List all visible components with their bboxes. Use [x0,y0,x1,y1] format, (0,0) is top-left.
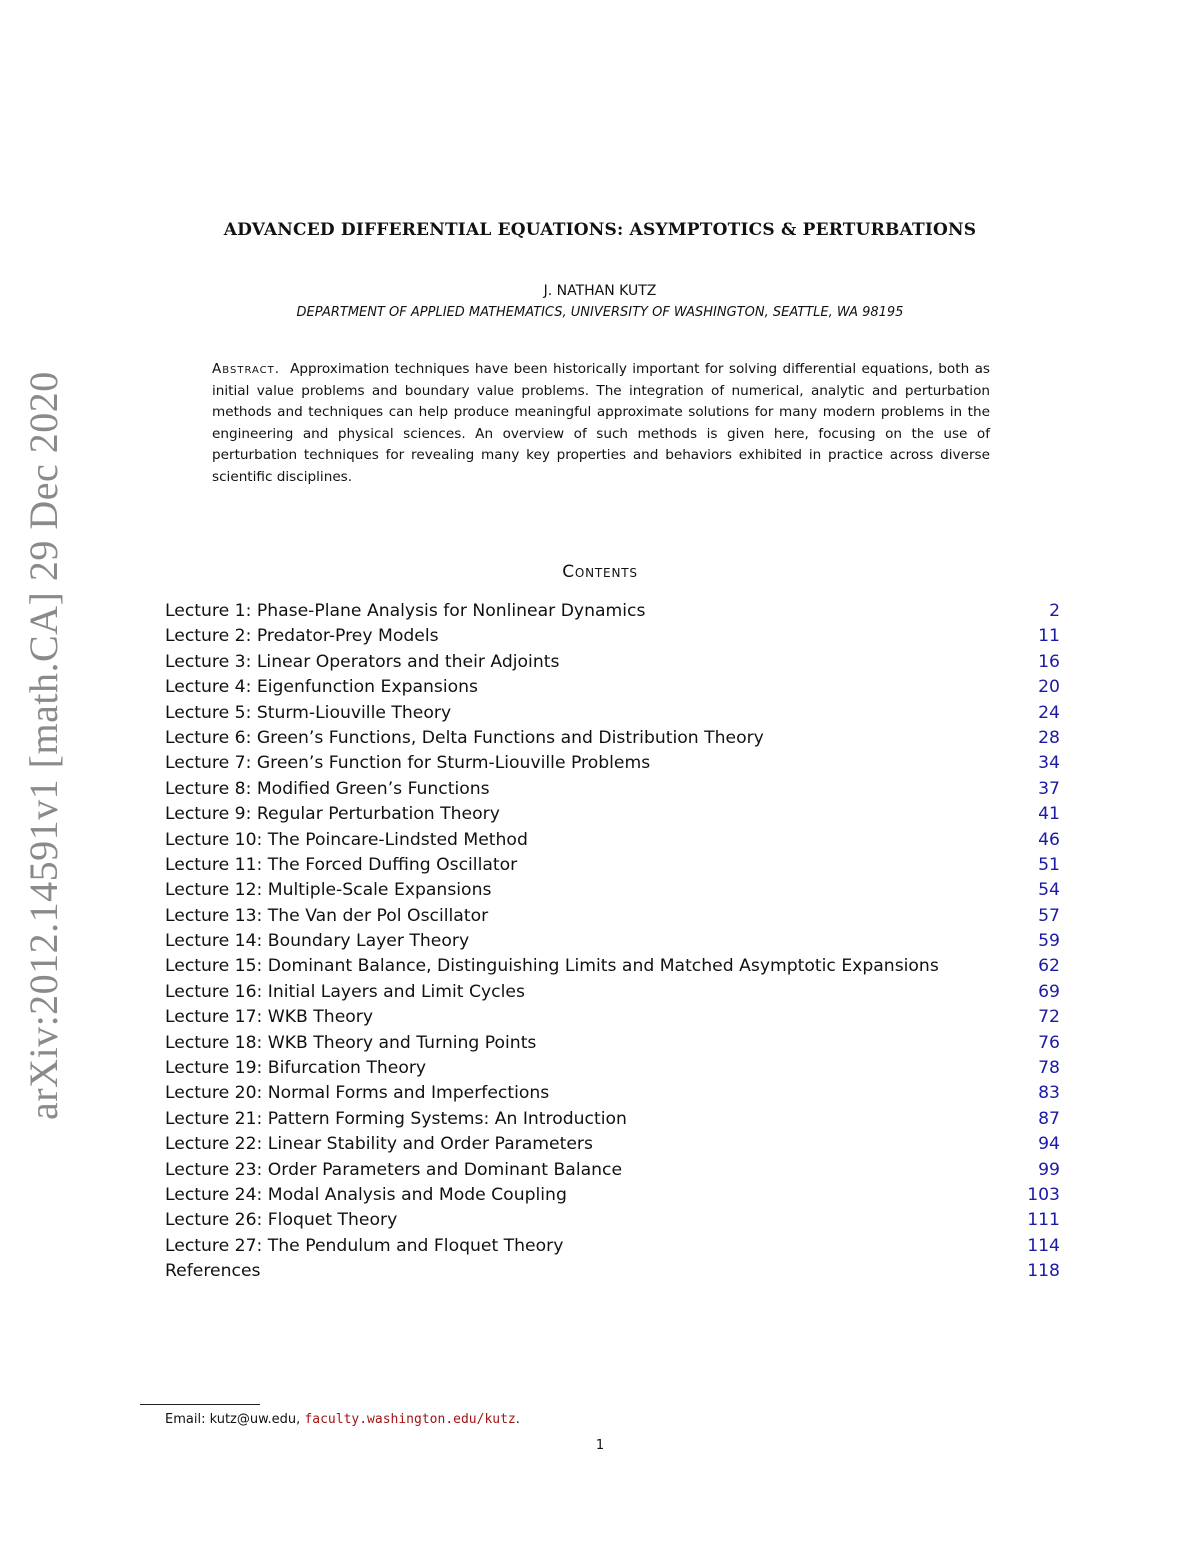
footnote-url-link[interactable]: faculty.washington.edu/kutz [304,1412,516,1427]
arxiv-side-stamp: arXiv:2012.14591v1 [math.CA] 29 Dec 2020 [21,371,66,1120]
toc-entry-page-link[interactable]: 59 [1038,931,1060,952]
toc-entry-title: Lecture 20: Normal Forms and Imperfections [165,1083,550,1104]
toc-entry[interactable] [165,878,1060,903]
toc-entry-page-link[interactable]: 54 [1038,880,1060,901]
toc-entry-page-link[interactable]: 103 [1027,1184,1060,1205]
toc-entry-page-link[interactable]: 37 [1038,778,1060,799]
toc-entry-title: Lecture 4: Eigenfunction Expansions [165,677,478,698]
table-of-contents [165,599,1060,1285]
toc-entry-page-link[interactable]: 24 [1038,702,1060,723]
toc-entry[interactable] [165,599,1060,624]
toc-entry-page-link[interactable]: 46 [1038,829,1060,850]
toc-entry-title: Lecture 6: Green’s Functions, Delta Functions and Distribution Theory [165,727,764,748]
toc-entry-page-link[interactable]: 28 [1038,727,1060,748]
toc-entry-page-link[interactable]: 20 [1038,677,1060,698]
toc-entry[interactable] [165,1056,1060,1081]
toc-entry-page-link[interactable]: 94 [1038,1134,1060,1155]
toc-entry-title: Lecture 23: Order Parameters and Dominant Balance [165,1159,623,1180]
toc-entry-page-link[interactable]: 57 [1038,905,1060,926]
toc-entry-page-link[interactable]: 114 [1027,1235,1060,1256]
toc-entry-page-link[interactable]: 78 [1038,1058,1060,1079]
toc-entry-title: Lecture 15: Dominant Balance, Distinguishing Limits and Matched Asymptotic Expansions [165,956,939,977]
toc-entry[interactable] [165,701,1060,726]
footnote-suffix: . [515,1412,520,1427]
toc-entry-title: Lecture 19: Bifurcation Theory [165,1058,427,1079]
toc-entry[interactable] [165,1107,1060,1132]
toc-entry-page-link[interactable]: 99 [1038,1159,1060,1180]
toc-entry-title: Lecture 22: Linear Stability and Order Parameters [165,1134,593,1155]
toc-entry-title: References [165,1261,261,1282]
toc-entry-page-link[interactable]: 87 [1038,1108,1060,1129]
abstract [212,359,990,489]
footnote-email: Email: kutz@uw.edu, [165,1412,305,1427]
toc-entry-title: Lecture 12: Multiple-Scale Expansions [165,880,492,901]
toc-entry[interactable] [165,726,1060,751]
toc-entry[interactable] [165,828,1060,853]
toc-entry-title: Lecture 27: The Pendulum and Floquet Theory [165,1235,564,1256]
toc-entry[interactable] [165,853,1060,878]
toc-entry-page-link[interactable]: 83 [1038,1083,1060,1104]
toc-entry-title: Lecture 16: Initial Layers and Limit Cycles [165,981,525,1002]
toc-entry[interactable] [165,624,1060,649]
toc-entry-title: Lecture 21: Pattern Forming Systems: An Introduction [165,1108,627,1129]
toc-entry-title: Lecture 2: Predator-Prey Models [165,626,439,647]
toc-entry-title: Lecture 13: The Van der Pol Oscillator [165,905,489,926]
toc-entry-title: Lecture 14: Boundary Layer Theory [165,931,470,952]
toc-entry[interactable] [165,1208,1060,1233]
toc-entry-title: Lecture 5: Sturm-Liouville Theory [165,702,452,723]
toc-entry-title: Lecture 3: Linear Operators and their Adjoints [165,651,560,672]
toc-entry[interactable] [165,954,1060,979]
toc-entry[interactable] [165,650,1060,675]
toc-entry[interactable] [165,1234,1060,1259]
toc-entry[interactable] [165,929,1060,954]
toc-entry-title: Lecture 18: WKB Theory and Turning Points [165,1032,537,1053]
toc-entry[interactable] [165,980,1060,1005]
toc-entry-title: Lecture 24: Modal Analysis and Mode Coupling [165,1184,567,1205]
footnote [165,1412,520,1427]
toc-entry[interactable] [165,1031,1060,1056]
toc-entry[interactable] [165,1158,1060,1183]
toc-entry[interactable] [165,1259,1060,1284]
toc-entry-title: Lecture 9: Regular Perturbation Theory [165,804,500,825]
toc-entry-title: Lecture 26: Floquet Theory [165,1210,398,1231]
toc-entry-page-link[interactable]: 69 [1038,981,1060,1002]
abstract-text: Approximation techniques have been historically important for solving differential equations, both as initial value problems and boundary value problems. The integration of numerical, analytic and perturbation methods and techniques can help produce meaningful approximate solutions for many modern problems in the engineering and physical sciences. An overview of such methods is given here, focusing on the use of perturbation techniques for revealing many key properties and behaviors exhibited in practice across diverse scientific disciplines. [212,361,990,485]
toc-entry-page-link[interactable]: 51 [1038,854,1060,875]
contents-heading: Contents [562,562,638,582]
toc-entry[interactable] [165,751,1060,776]
toc-entry-page-link[interactable]: 34 [1038,753,1060,774]
author-affiliation: DEPARTMENT OF APPLIED MATHEMATICS, UNIVERSITY OF WASHINGTON, SEATTLE, WA 98195 [296,305,904,320]
toc-entry-page-link[interactable]: 2 [1049,601,1060,621]
toc-entry-title: Lecture 1: Phase-Plane Analysis for Nonlinear Dynamics [165,601,646,621]
toc-entry-title: Lecture 11: The Forced Duffing Oscillator [165,854,518,875]
toc-entry-title: Lecture 8: Modified Green’s Functions [165,778,490,799]
toc-entry-page-link[interactable]: 41 [1038,804,1060,825]
toc-entry[interactable] [165,675,1060,700]
toc-entry[interactable] [165,1081,1060,1106]
toc-entry[interactable] [165,904,1060,929]
toc-entry[interactable] [165,777,1060,802]
toc-entry-title: Lecture 17: WKB Theory [165,1007,374,1028]
toc-entry-title: Lecture 7: Green’s Function for Sturm-Liouville Problems [165,753,651,774]
toc-entry-page-link[interactable]: 118 [1027,1261,1060,1282]
toc-entry[interactable] [165,1183,1060,1208]
abstract-label: Abstract. [212,361,281,377]
paper-title: ADVANCED DIFFERENTIAL EQUATIONS: ASYMPTOTICS & PERTURBATIONS [223,220,977,240]
toc-entry-page-link[interactable]: 76 [1038,1032,1060,1053]
toc-entry-page-link[interactable]: 111 [1027,1210,1060,1231]
toc-entry[interactable] [165,1132,1060,1157]
toc-entry-title: Lecture 10: The Poincare-Lindsted Method [165,829,528,850]
toc-entry[interactable] [165,802,1060,827]
toc-entry[interactable] [165,1005,1060,1030]
page-number: 1 [595,1438,605,1453]
toc-entry-page-link[interactable]: 16 [1038,651,1060,672]
toc-entry-page-link[interactable]: 11 [1038,626,1060,647]
author-name: J. NATHAN KUTZ [543,283,657,299]
toc-entry-page-link[interactable]: 62 [1038,956,1060,977]
toc-entry-page-link[interactable]: 72 [1038,1007,1060,1028]
footnote-divider [140,1404,260,1405]
